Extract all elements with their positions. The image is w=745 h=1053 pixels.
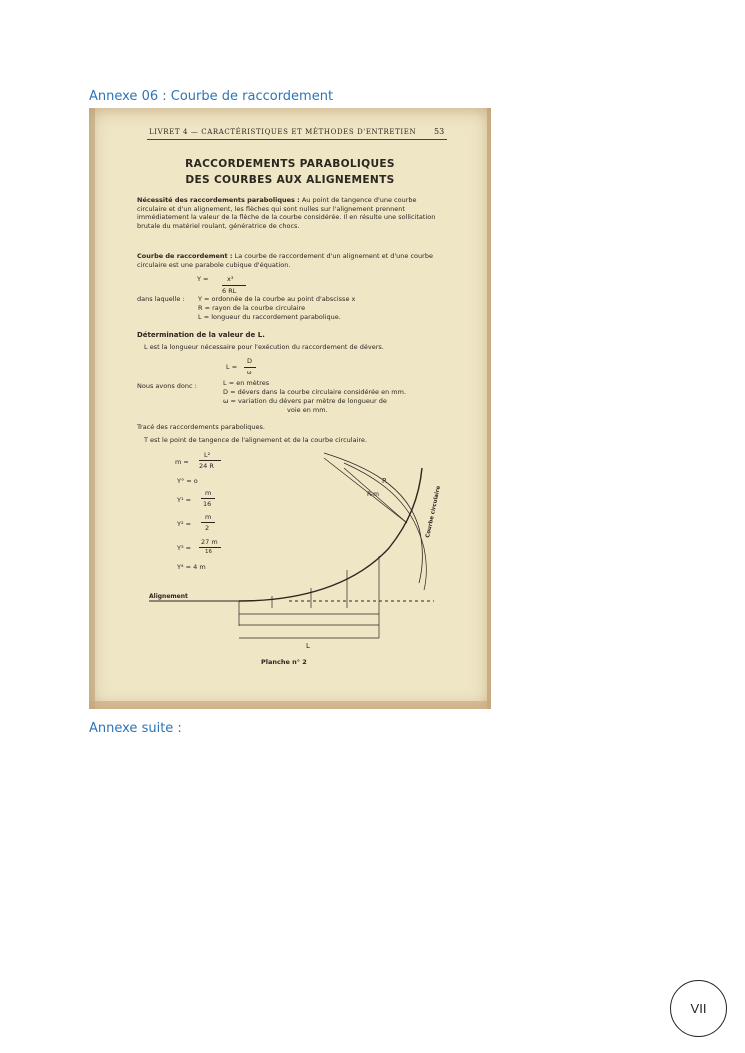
annexe-suite-heading: Annexe suite :	[89, 721, 182, 736]
equation-numerator: x³	[227, 275, 234, 283]
radius-R	[324, 458, 407, 523]
scan-title-line1: RACCORDEMENTS PARABOLIQUES	[185, 158, 395, 170]
annexe-heading: Annexe 06 : Courbe de raccordement	[89, 89, 334, 104]
radius-R-m-label: R-m	[367, 491, 379, 498]
equation-lhs: Y =	[197, 275, 209, 283]
nous-avons-donc: Nous avons donc :	[137, 382, 197, 390]
l-equation-lhs: L =	[226, 363, 238, 371]
definition-D: D = dévers dans la courbe circulaire considérée en mm.	[223, 388, 407, 396]
formula-y2-den: 2	[205, 524, 210, 532]
raccordement-diagram	[89, 108, 491, 709]
alignement-label: Alignement	[149, 593, 188, 600]
trace-heading: Tracé des raccordements paraboliques.	[137, 423, 265, 431]
formula-y4: Y⁴ = 4 m	[177, 563, 206, 571]
formula-y2-lhs: Y² =	[177, 520, 192, 528]
definition-omega: ω = variation du dévers par mètre de longueur de	[223, 397, 387, 405]
formula-y1-num: m	[205, 489, 212, 497]
l-equation-numerator: D	[247, 357, 253, 365]
determination-text: L est la longueur nécessaire pour l'exécution du raccordement de dévers.	[144, 343, 384, 351]
definition-omega-cont: voie en mm.	[287, 406, 328, 414]
formula-y3-den: 16	[205, 549, 212, 555]
dans-laquelle: dans laquelle :	[137, 295, 185, 303]
scan-title-line2: DES COURBES AUX ALIGNEMENTS	[185, 174, 395, 186]
scanned-page-image	[89, 108, 491, 709]
determination-heading: Détermination de la valeur de L.	[137, 331, 265, 339]
page-number-badge: VII	[670, 980, 727, 1037]
definition-L: L = en mètres	[223, 379, 270, 387]
dimension-L-label: L	[306, 642, 310, 650]
planche-caption: Planche n° 2	[261, 658, 307, 666]
formula-y1-den: 16	[203, 500, 212, 508]
radius-R-label: R	[382, 477, 387, 485]
courbe-circulaire-label: Courbe circulaire	[425, 485, 442, 539]
equation-denominator: 6 RL	[222, 287, 237, 295]
trace-text: T est le point de tangence de l'alignement et de la courbe circulaire.	[144, 436, 367, 444]
formula-y1-lhs: Y¹ =	[177, 496, 192, 504]
scan-running-header: LIVRET 4 — CARACTÉRISTIQUES ET MÉTHODES D'ENTRETIEN	[149, 128, 417, 136]
courbe-label: Courbe de raccordement :	[137, 252, 233, 260]
definition-r: R = rayon de la courbe circulaire	[198, 304, 306, 312]
parabolic-curve	[239, 468, 422, 601]
definition-l: L = longueur du raccordement parabolique.	[198, 313, 341, 321]
formula-m-lhs: m =	[175, 458, 189, 466]
scan-page-number: 53	[434, 127, 445, 136]
courbe-text: La courbe de raccordement d'un alignement et d'une courbe circulaire est une parabole cubique d'équation.	[137, 252, 433, 269]
necessite-text: Au point de tangence d'une courbe circulaire et d'un alignement, les flèches qui sont nulles sur l'alignement prennent immédiatement la valeur de la flèche de la courbe considérée. Il en résulte une sollicitation brutale du matériel roulant, génératrice de chocs.	[137, 196, 436, 230]
necessite-label: Nécessité des raccordements paraboliques :	[137, 196, 300, 204]
formula-m-num: L²	[204, 451, 211, 459]
definition-y: Y = ordonnée de la courbe au point d'abscisse x	[198, 295, 356, 303]
l-equation-denominator: ω	[247, 370, 252, 376]
formula-y0: Y° = o	[177, 477, 198, 485]
formula-y3-lhs: Y³ =	[177, 544, 192, 552]
formula-m-den: 24 R	[199, 462, 214, 470]
formula-y3-num: 27 m	[201, 538, 218, 546]
formula-y2-num: m	[205, 513, 212, 521]
